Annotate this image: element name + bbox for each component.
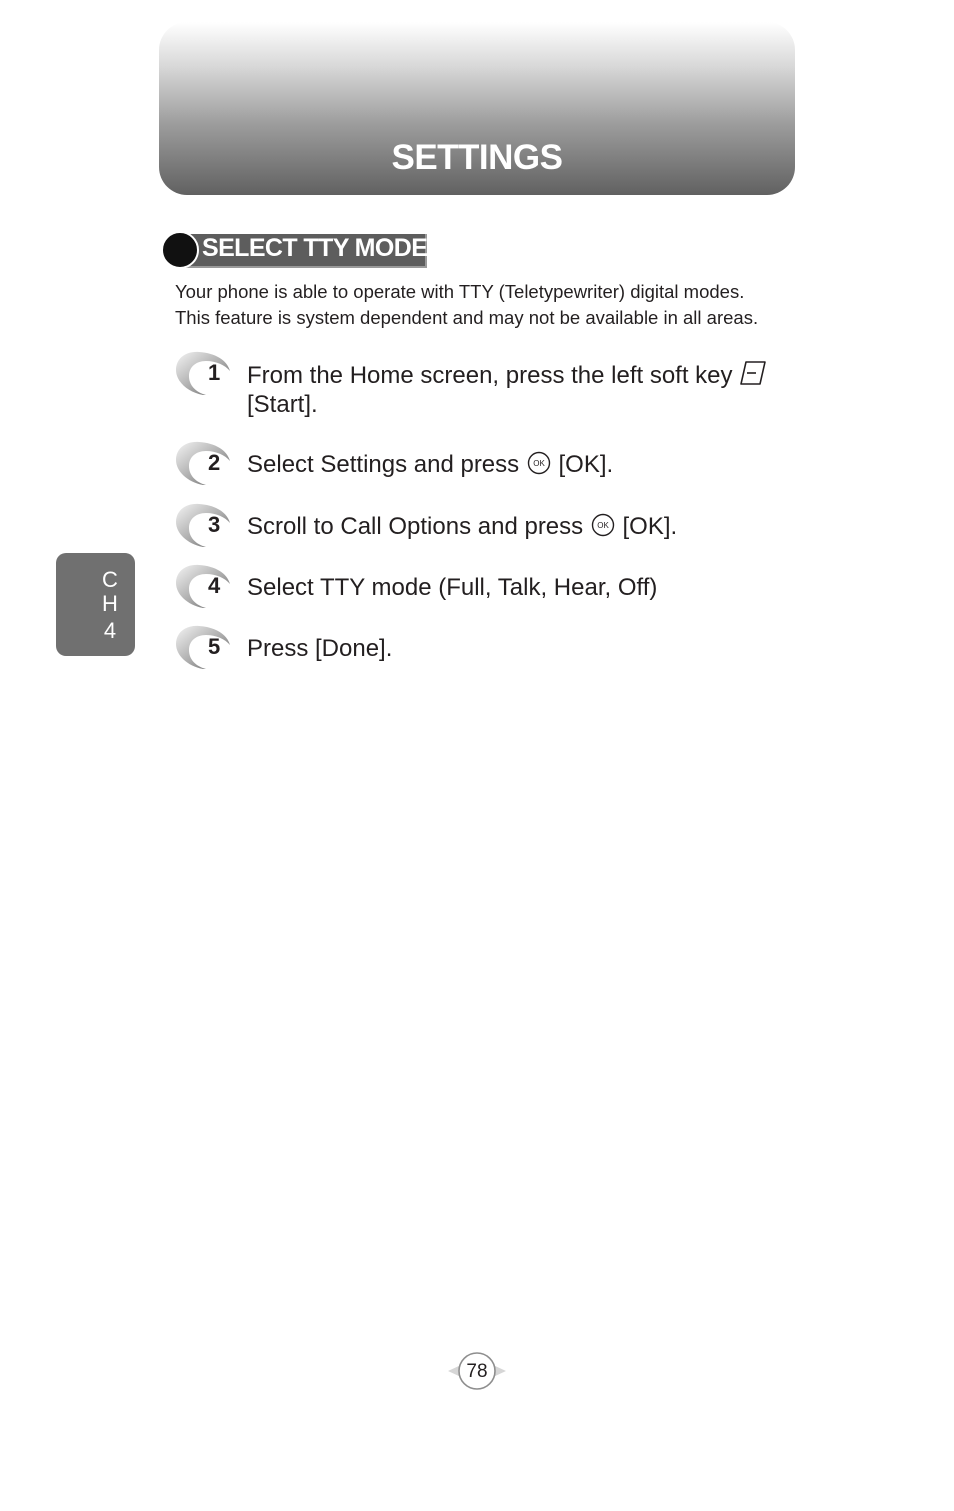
step-bullet-icon (175, 350, 233, 396)
chapter-tab (56, 553, 135, 656)
chapter-tab-letter-h: H (102, 591, 118, 616)
page-title: SETTINGS (391, 138, 563, 177)
intro-paragraph (175, 279, 758, 331)
chapter-tab-number: 4 (103, 618, 117, 643)
step-text: From the Home screen, press the left soft key [Start]. (247, 360, 767, 419)
step-number: 2 (208, 450, 221, 475)
step-number: 3 (208, 512, 221, 537)
step-bullet-icon (175, 502, 233, 548)
ok-key-icon (526, 451, 552, 475)
step-number: 4 (208, 573, 221, 598)
step-text: Select Settings and press OK [OK]. (247, 451, 614, 478)
section-heading (161, 231, 427, 269)
page-number: 78 (466, 1361, 488, 1382)
section-bullet-icon (161, 231, 199, 269)
ok-key-icon (590, 513, 616, 537)
step-bullet-icon (175, 624, 233, 670)
section-title: SELECT TTY MODE (202, 234, 428, 262)
svg-text:OK: OK (533, 459, 545, 468)
step-bullet-icon (175, 563, 233, 609)
svg-text:OK: OK (597, 521, 609, 530)
step-text: Select TTY mode (Full, Talk, Hear, Off) (247, 574, 658, 601)
left-soft-key-icon (739, 360, 767, 386)
step-bullet-icon (175, 440, 233, 486)
step-text: Press [Done]. (247, 635, 393, 662)
chapter-tab-letter-c: C (102, 567, 118, 592)
intro-line-1: Your phone is able to operate with TTY (Teletypewriter) digital modes. (175, 281, 745, 302)
step-number: 5 (208, 634, 221, 659)
step-number: 1 (208, 360, 221, 385)
intro-line-2: This feature is system dependent and may not be available in all areas. (175, 307, 759, 328)
page-number-badge (447, 1350, 507, 1392)
step-text: Scroll to Call Options and press OK [OK]. (247, 513, 678, 540)
